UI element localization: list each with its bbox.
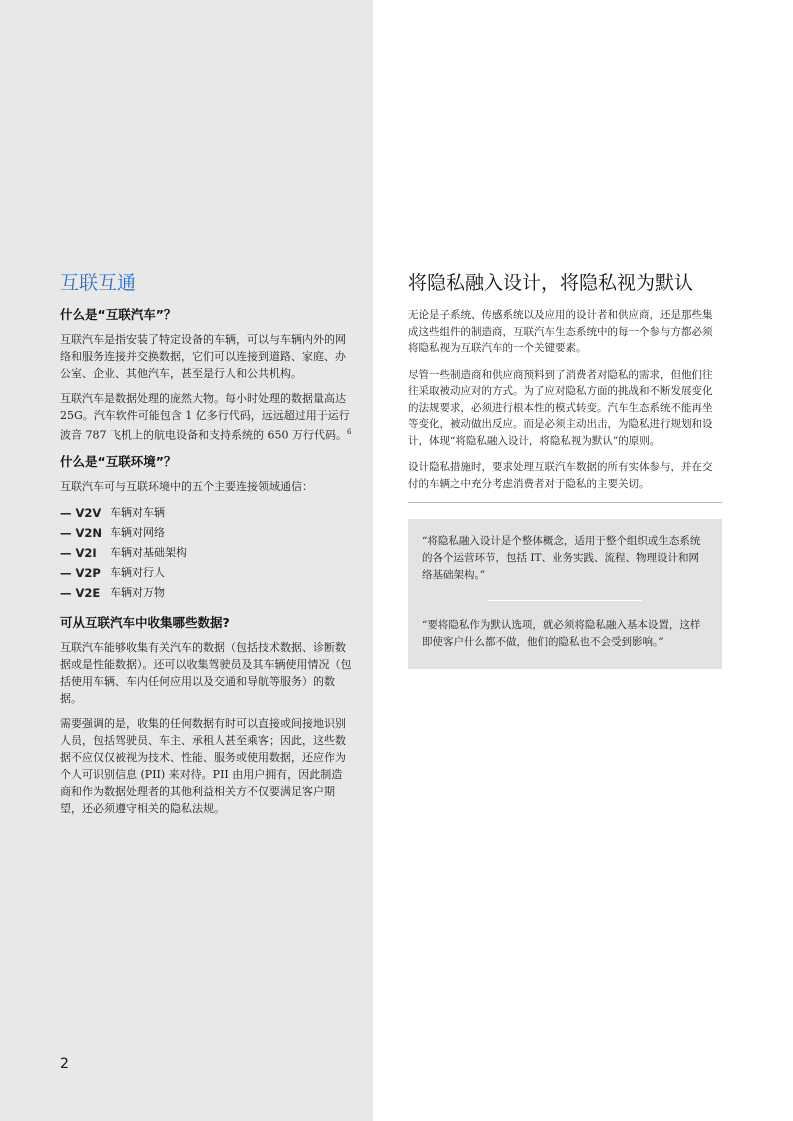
list-item <box>60 583 352 603</box>
divider <box>408 502 722 503</box>
quote-box <box>408 519 722 669</box>
q3-paragraph-1: 互联汽车能够收集有关汽车的数据（包括技术数据、诊断数据或是性能数据）。还可以收集驾驶员及其车辆使用情况（包括使用车辆、车内任何应用以及交通和导航等服务）的数据。 <box>60 640 352 705</box>
page-number: 2 <box>60 1056 69 1072</box>
right-column <box>408 268 722 669</box>
q1-paragraph-1: 互联汽车是指安装了特定设备的车辆，可以与车辆内外的网络和服务连接并交换数据，它们可以连接到道路、家庭、办公室、企业、其他汽车，甚至是行人和公共机构。 <box>60 333 346 380</box>
q3-heading: 可从互联汽车中收集哪些数据? <box>60 614 230 630</box>
q1-paragraph-2 <box>60 390 352 444</box>
q1-paragraph-2-text: 互联汽车是数据处理的庞然大物。每小时处理的数据量高达 25G。汽车软件可能包含 1 亿多行代码，远远超过用于运行波音 787 飞机上的航电设备和支持系统的 650 万行代码。 <box>60 392 350 442</box>
right-paragraph-3: 设计隐私措施时，要求处理互联汽车数据的所有实体参与，并在交付的车辆之中充分考虑消费者对于隐私的主要关切。 <box>408 461 713 490</box>
quote-divider <box>488 600 642 601</box>
v2x-desc: 车辆对万物 <box>110 585 165 599</box>
q3-paragraph-2: 需要强调的是，收集的任何数据有时可以直接或间接地识别人员，包括驾驶员、车主、承租人甚至乘客；因此，这些数据不应仅仅被视为技术、性能、服务或使用数据，还应作为个人可识别信息 (PII) 来对待。PII 由用户拥有，因此制造商和作为数据处理者的其他利益相关方不仅要满足客户期望，还必须遵守相关的隐私法规。 <box>60 716 346 815</box>
v2x-desc: 车辆对网络 <box>110 525 165 539</box>
right-paragraph-1: 无论是子系统、传感系统以及应用的设计者和供应商，还是那些集成这些组件的制造商，互联汽车生态系统中的每一个参与方都必须将隐私视为互联汽车的一个关键要素。 <box>408 309 713 354</box>
list-item <box>60 523 352 543</box>
v2x-code: — V2V <box>60 505 102 520</box>
v2x-desc: 车辆对基础架构 <box>110 545 187 559</box>
v2x-desc: 车辆对车辆 <box>110 505 165 519</box>
left-column <box>60 268 352 825</box>
v2x-code: — V2I <box>60 545 97 560</box>
q1-heading: 什么是“互联汽车”？ <box>60 307 177 322</box>
v2x-code: — V2E <box>60 585 101 600</box>
section-title: 互联互通 <box>60 272 137 294</box>
list-item <box>60 543 352 563</box>
right-title: 将隐私融入设计，将隐私视为默认 <box>408 272 694 294</box>
footnote-marker: 6 <box>346 428 352 436</box>
v2x-code: — V2N <box>60 525 103 540</box>
right-paragraph-2: 尽管一些制造商和供应商预料到了消费者对隐私的需求，但他们往往采取被动应对的方式。为了应对隐私方面的挑战和不断发展变化的法规要求，必须进行根本性的模式转变。汽车生态系统不能再坐等变化，被动做出反应。而是必须主动出击，为隐私进行规划和设计，体现“将隐私融入设计，将隐私视为默认”的原则。 <box>408 368 713 447</box>
quote-2: “要将隐私作为默认选项，就必须将隐私融入基本设置，这样即使客户什么都不做，他们的隐私也不会受到影响。” <box>422 619 701 648</box>
v2x-code: — V2P <box>60 565 101 580</box>
q2-intro: 互联汽车可与互联环境中的五个主要连接领域通信： <box>60 479 313 493</box>
list-item <box>60 503 352 523</box>
v2x-list <box>60 503 352 603</box>
quote-1: “将隐私融入设计是个整体概念，适用于整个组织或生态系统的各个运营环节，包括 IT、业务实践、流程、物理设计和网络基础架构。” <box>422 535 701 581</box>
v2x-desc: 车辆对行人 <box>110 565 165 579</box>
q2-heading: 什么是“互联环境”？ <box>60 453 177 469</box>
list-item <box>60 563 352 583</box>
